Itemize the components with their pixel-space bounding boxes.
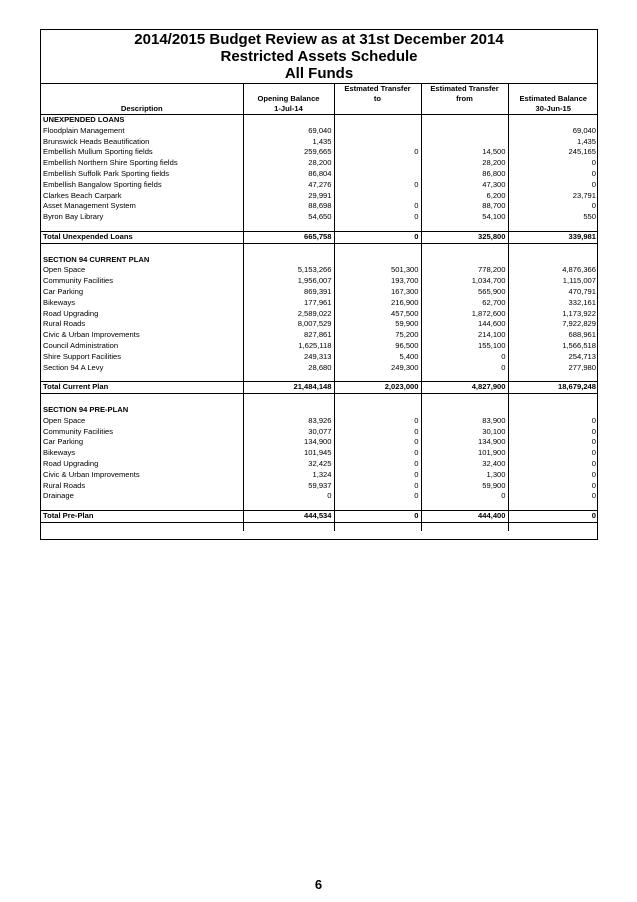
row-balance-value: 688,961 xyxy=(568,330,596,340)
row-opening-value: 29,991 xyxy=(243,191,334,202)
row-description: Road Upgrading xyxy=(41,459,243,470)
table-body xyxy=(41,115,598,531)
row-from-value: 778,200 xyxy=(421,265,508,276)
section-total-row xyxy=(41,231,598,243)
row-opening-value: 259,665 xyxy=(243,147,334,158)
row-opening-value: 177,961 xyxy=(243,298,334,309)
row-opening-value: 101,945 xyxy=(243,448,334,459)
row-balance-value: 69,040 xyxy=(572,125,596,135)
row-opening-value: 88,698 xyxy=(243,201,334,212)
row-from-value xyxy=(421,137,508,148)
table-row xyxy=(41,330,598,341)
row-opening-value: 69,040 xyxy=(243,126,334,137)
row-to-value xyxy=(334,191,421,202)
row-to-value: 193,700 xyxy=(334,276,421,287)
total-opening-value: 444,534 xyxy=(243,511,334,523)
row-description: Road Upgrading xyxy=(41,309,243,320)
row-opening-value: 32,425 xyxy=(243,459,334,470)
spacer-row xyxy=(41,243,598,254)
row-to-value xyxy=(334,158,421,169)
row-from-value: 1,034,700 xyxy=(421,276,508,287)
section-heading: UNEXPENDED LOANS xyxy=(41,115,243,126)
row-opening-value: 827,861 xyxy=(243,330,334,341)
section-heading: SECTION 94 CURRENT PLAN xyxy=(41,255,243,266)
row-description: Car Parking xyxy=(41,437,243,448)
row-to-value: 96,500 xyxy=(334,341,421,352)
row-balance-value: 0 xyxy=(591,179,596,189)
row-opening-value: 1,956,007 xyxy=(243,276,334,287)
total-from-value: 4,827,900 xyxy=(421,382,508,394)
table-row xyxy=(41,309,598,320)
row-to-value xyxy=(334,169,421,180)
row-balance-value: 254,713 xyxy=(568,351,596,361)
row-opening-value: 249,313 xyxy=(243,352,334,363)
row-balance-value: 550 xyxy=(583,212,596,222)
row-balance-value: 0 xyxy=(591,201,596,211)
section-heading: SECTION 94 PRE-PLAN xyxy=(41,405,243,416)
row-to-value: 0 xyxy=(334,147,421,158)
row-from-value xyxy=(421,126,508,137)
total-label: Total Current Plan xyxy=(41,382,243,394)
section-total-row xyxy=(41,511,598,523)
row-to-value: 0 xyxy=(334,481,421,492)
row-from-value: 565,900 xyxy=(421,287,508,298)
row-from-value: 214,100 xyxy=(421,330,508,341)
row-opening-value: 1,324 xyxy=(243,470,334,481)
row-balance-value: 0 xyxy=(591,426,596,436)
total-to-value: 0 xyxy=(334,231,421,243)
row-balance-value: 1,173,922 xyxy=(562,308,596,318)
row-description: Community Facilities xyxy=(41,427,243,438)
total-label: Total Unexpended Loans xyxy=(41,231,243,243)
table-row xyxy=(41,352,598,363)
row-to-value: 0 xyxy=(334,448,421,459)
row-opening-value: 83,926 xyxy=(243,416,334,427)
table-row xyxy=(41,427,598,438)
col-opening-date: 1-Jul-14 xyxy=(243,104,334,115)
section-heading-row xyxy=(41,115,598,126)
row-to-value: 0 xyxy=(334,180,421,191)
row-balance-value: 1,566,518 xyxy=(562,340,596,350)
row-from-value: 0 xyxy=(421,491,508,502)
total-opening-value: 665,758 xyxy=(243,231,334,243)
row-balance-value: 0 xyxy=(591,158,596,168)
row-opening-value: 47,276 xyxy=(243,180,334,191)
row-from-value: 0 xyxy=(421,363,508,374)
table-row xyxy=(41,265,598,276)
row-to-value: 59,900 xyxy=(334,319,421,330)
row-description: Civic & Urban Improvements xyxy=(41,330,243,341)
row-from-value: 134,900 xyxy=(421,437,508,448)
spacer-row xyxy=(41,373,598,382)
row-opening-value: 869,391 xyxy=(243,287,334,298)
row-to-value: 216,900 xyxy=(334,298,421,309)
schedule-title-block xyxy=(41,30,597,83)
row-from-value: 1,872,600 xyxy=(421,309,508,320)
row-description: Rural Roads xyxy=(41,319,243,330)
row-description: Asset Management System xyxy=(41,201,243,212)
table-row xyxy=(41,212,598,223)
spacer-row xyxy=(41,223,598,232)
row-from-value: 28,200 xyxy=(421,158,508,169)
row-to-value: 5,400 xyxy=(334,352,421,363)
row-opening-value: 2,589,022 xyxy=(243,309,334,320)
row-opening-value: 28,200 xyxy=(243,158,334,169)
col-description-header: Description xyxy=(41,104,243,115)
row-balance-value: 0 xyxy=(591,469,596,479)
row-to-value: 0 xyxy=(334,212,421,223)
row-balance-value: 0 xyxy=(591,437,596,447)
row-to-value: 75,200 xyxy=(334,330,421,341)
row-description: Rural Roads xyxy=(41,481,243,492)
total-balance-value: 0 xyxy=(508,511,598,523)
col-transfer-from-header-1: Estimated Transfer xyxy=(421,84,508,95)
spacer-row xyxy=(41,394,598,405)
row-balance-value: 332,161 xyxy=(568,297,596,307)
row-to-value: 0 xyxy=(334,459,421,470)
row-description: Clarkes Beach Carpark xyxy=(41,191,243,202)
row-balance-value: 0 xyxy=(591,168,596,178)
row-description: Council Administration xyxy=(41,341,243,352)
row-description: Community Facilities xyxy=(41,276,243,287)
row-from-value: 59,900 xyxy=(421,481,508,492)
report-subtitle: Restricted Assets Schedule xyxy=(220,48,418,65)
row-from-value: 86,800 xyxy=(421,169,508,180)
total-opening-value: 21,484,148 xyxy=(243,382,334,394)
row-from-value: 1,300 xyxy=(421,470,508,481)
row-to-value: 167,300 xyxy=(334,287,421,298)
row-description: Embellish Suffolk Park Sporting fields xyxy=(41,169,243,180)
table-row xyxy=(41,201,598,212)
row-description: Embellish Bangalow Sporting fields xyxy=(41,180,243,191)
row-to-value xyxy=(334,137,421,148)
row-from-value: 62,700 xyxy=(421,298,508,309)
table-row xyxy=(41,437,598,448)
row-to-value: 249,300 xyxy=(334,363,421,374)
row-from-value: 14,500 xyxy=(421,147,508,158)
row-balance-value: 0 xyxy=(591,480,596,490)
row-opening-value: 0 xyxy=(243,491,334,502)
page-number: 6 xyxy=(314,877,323,892)
table-row xyxy=(41,448,598,459)
row-balance-value: 0 xyxy=(591,458,596,468)
row-opening-value: 1,435 xyxy=(243,137,334,148)
row-opening-value: 54,650 xyxy=(243,212,334,223)
row-opening-value: 59,937 xyxy=(243,481,334,492)
row-from-value: 32,400 xyxy=(421,459,508,470)
table-row xyxy=(41,169,598,180)
col-balance-date: 30-Jun-15 xyxy=(508,104,598,115)
row-balance-value: 470,791 xyxy=(568,286,596,296)
total-to-value: 2,023,000 xyxy=(334,382,421,394)
row-balance-value: 23,791 xyxy=(572,190,596,200)
row-balance-value: 245,165 xyxy=(568,147,596,157)
table-row xyxy=(41,137,598,148)
row-balance-value: 0 xyxy=(591,448,596,458)
table-row xyxy=(41,158,598,169)
row-opening-value: 1,625,118 xyxy=(243,341,334,352)
row-to-value: 0 xyxy=(334,416,421,427)
row-description: Bikeways xyxy=(41,448,243,459)
row-description: Brunswick Heads Beautification xyxy=(41,137,243,148)
row-to-value: 0 xyxy=(334,201,421,212)
row-opening-value: 30,077 xyxy=(243,427,334,438)
row-from-value: 83,900 xyxy=(421,416,508,427)
col-transfer-to-header-1: Estmated Transfer xyxy=(334,84,421,95)
table-row xyxy=(41,180,598,191)
total-from-value: 444,400 xyxy=(421,511,508,523)
row-from-value: 47,300 xyxy=(421,180,508,191)
table-row xyxy=(41,319,598,330)
col-transfer-from-header-2: from xyxy=(421,94,508,104)
row-opening-value: 28,680 xyxy=(243,363,334,374)
col-estimated-balance-header: Estimated Balance xyxy=(519,94,588,103)
table-row xyxy=(41,341,598,352)
spacer-row xyxy=(41,502,598,511)
row-from-value: 155,100 xyxy=(421,341,508,352)
section-total-row xyxy=(41,382,598,394)
row-description: Open Space xyxy=(41,265,243,276)
row-to-value: 457,500 xyxy=(334,309,421,320)
total-from-value: 325,800 xyxy=(421,231,508,243)
table-row xyxy=(41,287,598,298)
row-description: Civic & Urban Improvements xyxy=(41,470,243,481)
section-heading-row xyxy=(41,405,598,416)
table-row xyxy=(41,191,598,202)
row-to-value: 0 xyxy=(334,427,421,438)
row-from-value: 6,200 xyxy=(421,191,508,202)
row-to-value: 501,300 xyxy=(334,265,421,276)
report-fund-scope: All Funds xyxy=(284,65,354,82)
total-balance-value: 18,679,248 xyxy=(508,382,598,394)
row-description: Embellish Mullum Sporting fields xyxy=(41,147,243,158)
row-from-value: 54,100 xyxy=(421,212,508,223)
spacer-row xyxy=(41,522,598,531)
row-to-value xyxy=(334,126,421,137)
row-to-value: 0 xyxy=(334,437,421,448)
budget-schedule-sheet xyxy=(40,29,598,540)
row-balance-value: 1,435 xyxy=(576,136,596,146)
row-balance-value: 0 xyxy=(591,415,596,425)
report-title: 2014/2015 Budget Review as at 31st December 2014 xyxy=(134,31,504,48)
row-description: Open Space xyxy=(41,416,243,427)
table-row xyxy=(41,416,598,427)
table-row xyxy=(41,126,598,137)
table-row xyxy=(41,491,598,502)
table-row xyxy=(41,298,598,309)
row-description: Drainage xyxy=(41,491,243,502)
row-from-value: 88,700 xyxy=(421,201,508,212)
row-description: Byron Bay Library xyxy=(41,212,243,223)
row-opening-value: 134,900 xyxy=(243,437,334,448)
row-description: Bikeways xyxy=(41,298,243,309)
row-balance-value: 4,876,366 xyxy=(562,265,596,275)
table-row xyxy=(41,481,598,492)
restricted-assets-table xyxy=(41,83,598,531)
table-row xyxy=(41,147,598,158)
row-from-value: 0 xyxy=(421,352,508,363)
row-description: Section 94 A Levy xyxy=(41,363,243,374)
row-description: Floodplain Management xyxy=(41,126,243,137)
row-to-value: 0 xyxy=(334,470,421,481)
total-balance-value: 339,981 xyxy=(508,231,598,243)
row-balance-value: 7,922,829 xyxy=(562,319,596,329)
row-balance-value: 1,115,007 xyxy=(562,276,596,286)
table-row xyxy=(41,363,598,374)
total-label: Total Pre-Plan xyxy=(41,511,243,523)
total-to-value: 0 xyxy=(334,511,421,523)
row-description: Embellish Northern Shire Sporting fields xyxy=(41,158,243,169)
col-opening-balance-header: Opening Balance xyxy=(243,94,334,104)
section-heading-row xyxy=(41,255,598,266)
row-balance-value: 277,980 xyxy=(568,362,596,372)
row-balance-value: 0 xyxy=(591,491,596,501)
row-from-value: 101,900 xyxy=(421,448,508,459)
col-transfer-to-header-2: to xyxy=(334,94,421,104)
table-row xyxy=(41,470,598,481)
row-to-value: 0 xyxy=(334,491,421,502)
row-description: Car Parking xyxy=(41,287,243,298)
table-row xyxy=(41,276,598,287)
row-opening-value: 86,804 xyxy=(243,169,334,180)
row-from-value: 144,600 xyxy=(421,319,508,330)
row-from-value: 30,100 xyxy=(421,427,508,438)
row-description: Shire Support Facilities xyxy=(41,352,243,363)
table-row xyxy=(41,459,598,470)
row-opening-value: 5,153,266 xyxy=(243,265,334,276)
row-opening-value: 8,007,529 xyxy=(243,319,334,330)
